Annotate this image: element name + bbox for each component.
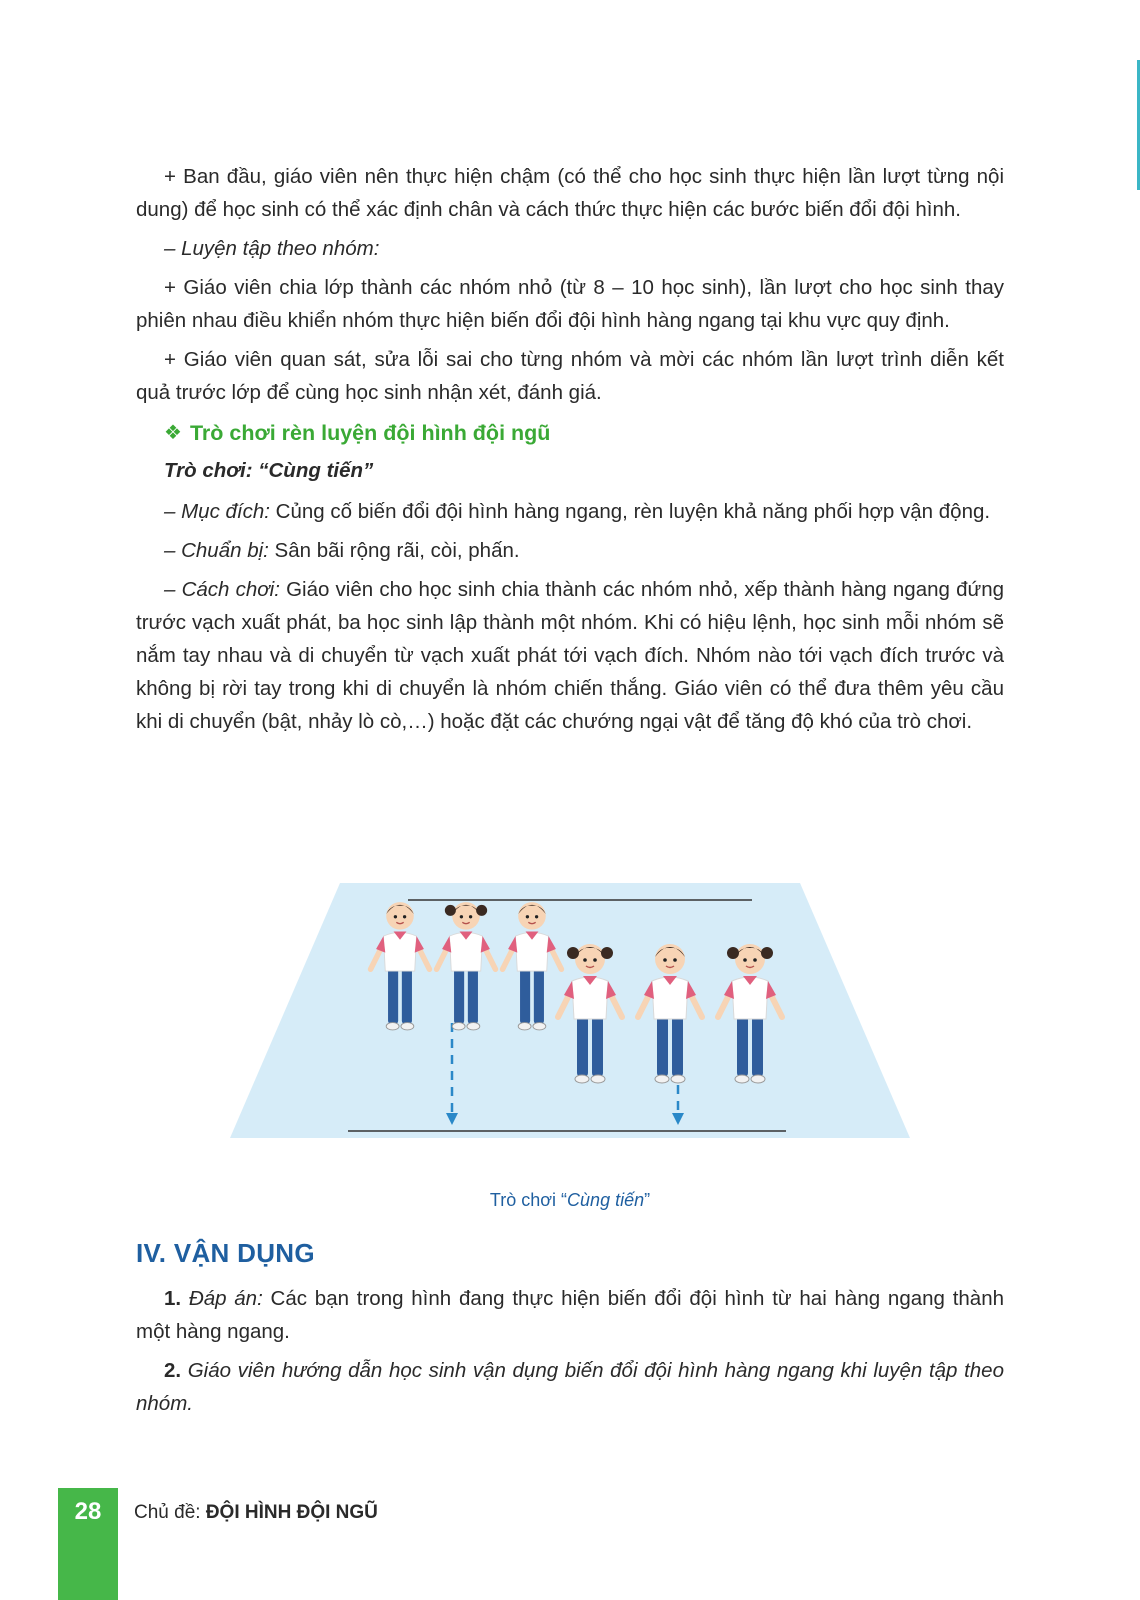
game-howto [136, 573, 1004, 738]
paragraph-1: + Ban đầu, giáo viên nên thực hiện chậm (có thể cho học sinh thực hiện lần lượt từng nội dung) để học sinh có thể xác định chân và cách thức thực hiện các bước biến đổi đội hình. [136, 165, 1004, 221]
prep-text: Sân bãi rộng rãi, còi, phấn. [268, 539, 520, 562]
paragraph-4: + Giáo viên quan sát, sửa lỗi sai cho từng nhóm và mời các nhóm lần lượt trình diễn kết quả trước lớp để cùng học sinh nhận xét, đánh giá. [136, 348, 1004, 404]
purpose-text: Củng cố biến đổi đội hình hàng ngang, rèn luyện khả năng phối hợp vận động. [269, 500, 991, 523]
item-2-text: Giáo viên hướng dẫn học sinh vận dụng biến đổi đội hình hàng ngang khi luyện tập theo nhóm. [136, 1359, 1004, 1415]
howto-text: Giáo viên cho học sinh chia thành các nhóm nhỏ, xếp thành hàng ngang đứng trước vạch xuất phát, ba học sinh lập thành một nhóm. Khi có hiệu lệnh, học sinh mỗi nhóm sẽ nắm tay nhau và di chuyển từ vạch xuất phát tới vạch đích. Nhóm nào tới vạch đích trước và không bị rời tay trong khi di chuyển là nhóm chiến thắng. Giáo viên có thể đưa thêm yêu cầu khi di chuyển (bật, nhảy lò cò,…) hoặc đặt các chướng ngại vật để tăng độ khó của trò chơi. [136, 578, 1004, 733]
caption-prefix: Trò chơi “ [489, 1190, 568, 1210]
game-title: Trò chơi: “Cùng tiến” [164, 459, 374, 482]
figure-caption [0, 1190, 1140, 1211]
item-1-text: Các bạn trong hình đang thực hiện biến đổi đội hình từ hai hàng ngang thành một hàng ngang. [136, 1287, 1005, 1343]
game-prep [136, 534, 1004, 567]
game-section-heading [164, 417, 1004, 450]
footer-topic [134, 1502, 378, 1524]
section-heading: IV. VẬN DỤNG [136, 1238, 315, 1268]
game-heading-text: Trò chơi rèn luyện đội hình đội ngũ [189, 421, 551, 445]
item-2-number: 2. [164, 1359, 182, 1382]
paragraph-group-practice: – Luyện tập theo nhóm: [164, 237, 380, 260]
page-number: 28 [74, 1498, 102, 1525]
diamond-bullet-icon: ❖ [164, 422, 182, 444]
howto-label: – Cách chơi: [164, 578, 280, 601]
purpose-label: – Mục đích: [164, 500, 270, 523]
answer-2 [136, 1354, 1004, 1420]
playing-field [230, 883, 910, 1138]
game-purpose [136, 495, 1004, 528]
prep-label: – Chuẩn bị: [164, 539, 269, 562]
caption-suffix: ” [644, 1190, 651, 1210]
answer-1 [136, 1282, 1004, 1348]
paragraph-3: + Giáo viên chia lớp thành các nhóm nhỏ (từ 8 – 10 học sinh), lần lượt cho học sinh thay phiên nhau điều khiển nhóm thực hiện biến đổi đội hình hàng ngang tại khu vực quy định. [136, 276, 1004, 332]
topic-title: ĐỘI HÌNH ĐỘI NGŨ [205, 1502, 378, 1523]
section-content [136, 1282, 1004, 1426]
item-1-number: 1. [164, 1287, 182, 1310]
main-text [136, 160, 1004, 744]
topic-label: Chủ đề: [134, 1502, 206, 1523]
item-1-label: Đáp án: [181, 1287, 263, 1310]
game-illustration [230, 883, 930, 1173]
caption-italic: Cùng tiến [567, 1190, 645, 1210]
